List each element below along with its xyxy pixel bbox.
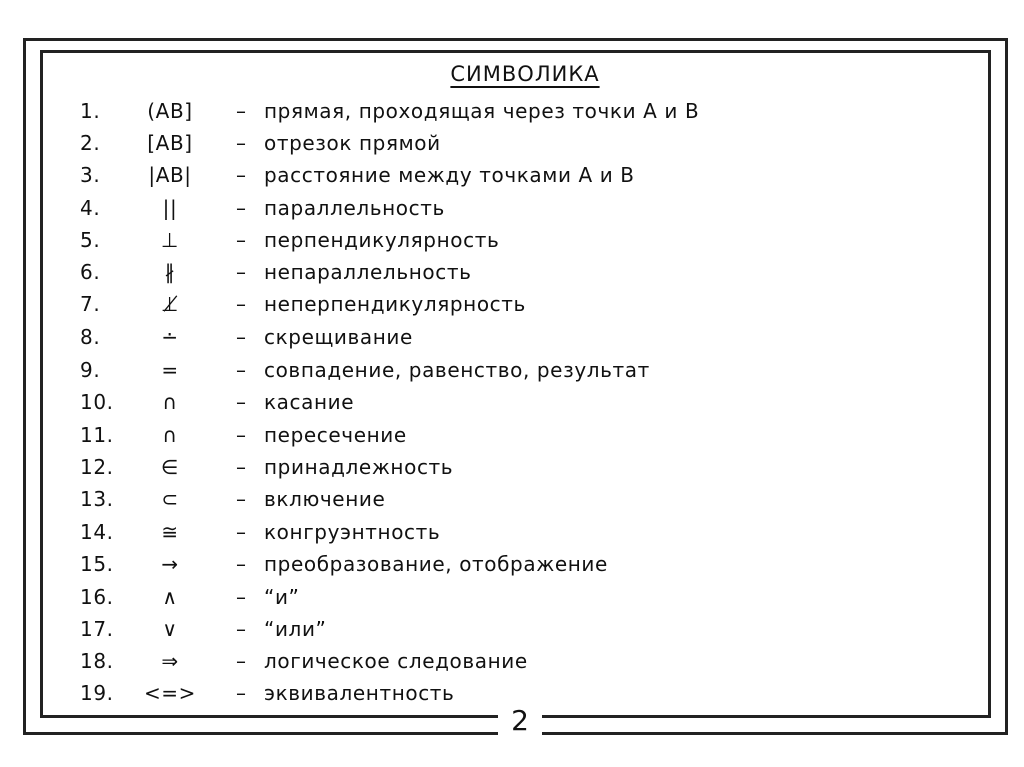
item-description: эквивалентность: [264, 681, 455, 705]
list-item: [0, 678, 1024, 708]
list-item: [0, 420, 1024, 450]
item-description: пересечение: [264, 423, 407, 447]
item-symbol: →: [161, 552, 179, 576]
item-dash: –: [236, 358, 247, 382]
item-dash: –: [236, 260, 247, 284]
item-symbol: ∩: [162, 390, 178, 414]
item-number: 11.: [80, 423, 114, 447]
item-dash: –: [236, 617, 247, 641]
list-item: [0, 322, 1024, 352]
item-number: 15.: [80, 552, 114, 576]
item-description: перпендикулярность: [264, 228, 500, 252]
item-description: скрещивание: [264, 325, 413, 349]
item-dash: –: [236, 681, 247, 705]
item-description: совпадение, равенство, результат: [264, 358, 650, 382]
item-symbol: ∧: [162, 585, 178, 609]
item-symbol: ⊥̸: [160, 292, 180, 316]
item-symbol: (AB]: [147, 99, 193, 123]
list-item: [0, 517, 1024, 547]
item-description: отрезок прямой: [264, 131, 441, 155]
item-number: 3.: [80, 163, 101, 187]
list-item: [0, 484, 1024, 514]
item-symbol: [AB]: [147, 131, 193, 155]
item-number: 5.: [80, 228, 101, 252]
item-description: “или”: [264, 617, 327, 641]
list-item: [0, 257, 1024, 287]
item-description: прямая, проходящая через точки А и В: [264, 99, 700, 123]
item-symbol: ⊥: [160, 228, 180, 252]
list-item: [0, 549, 1024, 579]
item-dash: –: [236, 423, 247, 447]
item-symbol: <=>: [143, 681, 197, 705]
item-number: 2.: [80, 131, 101, 155]
item-symbol: ≅: [161, 520, 179, 544]
page-title: СИМВОЛИКА: [450, 62, 600, 86]
item-dash: –: [236, 520, 247, 544]
item-symbol: ∩: [162, 423, 178, 447]
item-number: 13.: [80, 487, 114, 511]
item-number: 19.: [80, 681, 114, 705]
item-number: 18.: [80, 649, 114, 673]
item-description: касание: [264, 390, 355, 414]
list-item: [0, 193, 1024, 223]
item-symbol: |AB|: [148, 163, 192, 187]
item-number: 6.: [80, 260, 101, 284]
item-dash: –: [236, 455, 247, 479]
item-dash: –: [236, 131, 247, 155]
list-item: [0, 387, 1024, 417]
list-item: [0, 614, 1024, 644]
item-description: конгруэнтность: [264, 520, 441, 544]
item-number: 4.: [80, 196, 101, 220]
page-number: 2: [498, 704, 542, 738]
item-description: “и”: [264, 585, 300, 609]
item-symbol: ∦: [164, 260, 176, 284]
item-symbol: ∨: [162, 617, 178, 641]
item-description: неперпендикулярность: [264, 292, 526, 316]
list-item: [0, 225, 1024, 255]
list-item: [0, 582, 1024, 612]
item-description: непараллельность: [264, 260, 472, 284]
item-number: 1.: [80, 99, 101, 123]
item-dash: –: [236, 325, 247, 349]
item-symbol: ⊂: [161, 487, 179, 511]
item-description: параллельность: [264, 196, 445, 220]
item-symbol: ||: [162, 196, 178, 220]
item-dash: –: [236, 228, 247, 252]
item-description: включение: [264, 487, 386, 511]
item-symbol: ∈: [160, 455, 180, 479]
item-dash: –: [236, 487, 247, 511]
list-item: [0, 160, 1024, 190]
item-number: 8.: [80, 325, 101, 349]
list-item: [0, 289, 1024, 319]
item-number: 12.: [80, 455, 114, 479]
list-item: [0, 128, 1024, 158]
item-dash: –: [236, 196, 247, 220]
item-number: 7.: [80, 292, 101, 316]
item-dash: –: [236, 163, 247, 187]
item-description: расстояние между точками А и В: [264, 163, 635, 187]
item-dash: –: [236, 585, 247, 609]
item-number: 16.: [80, 585, 114, 609]
item-dash: –: [236, 292, 247, 316]
item-description: преобразование, отображение: [264, 552, 608, 576]
item-dash: –: [236, 649, 247, 673]
item-dash: –: [236, 99, 247, 123]
list-item: [0, 452, 1024, 482]
list-item: [0, 646, 1024, 676]
item-description: принадлежность: [264, 455, 454, 479]
list-item: [0, 96, 1024, 126]
item-description: логическое следование: [264, 649, 528, 673]
item-number: 10.: [80, 390, 114, 414]
item-symbol: ∸: [161, 325, 179, 349]
item-dash: –: [236, 552, 247, 576]
item-symbol: =: [161, 358, 179, 382]
item-number: 14.: [80, 520, 114, 544]
item-number: 9.: [80, 358, 101, 382]
item-dash: –: [236, 390, 247, 414]
item-number: 17.: [80, 617, 114, 641]
item-symbol: ⇒: [161, 649, 179, 673]
list-item: [0, 355, 1024, 385]
